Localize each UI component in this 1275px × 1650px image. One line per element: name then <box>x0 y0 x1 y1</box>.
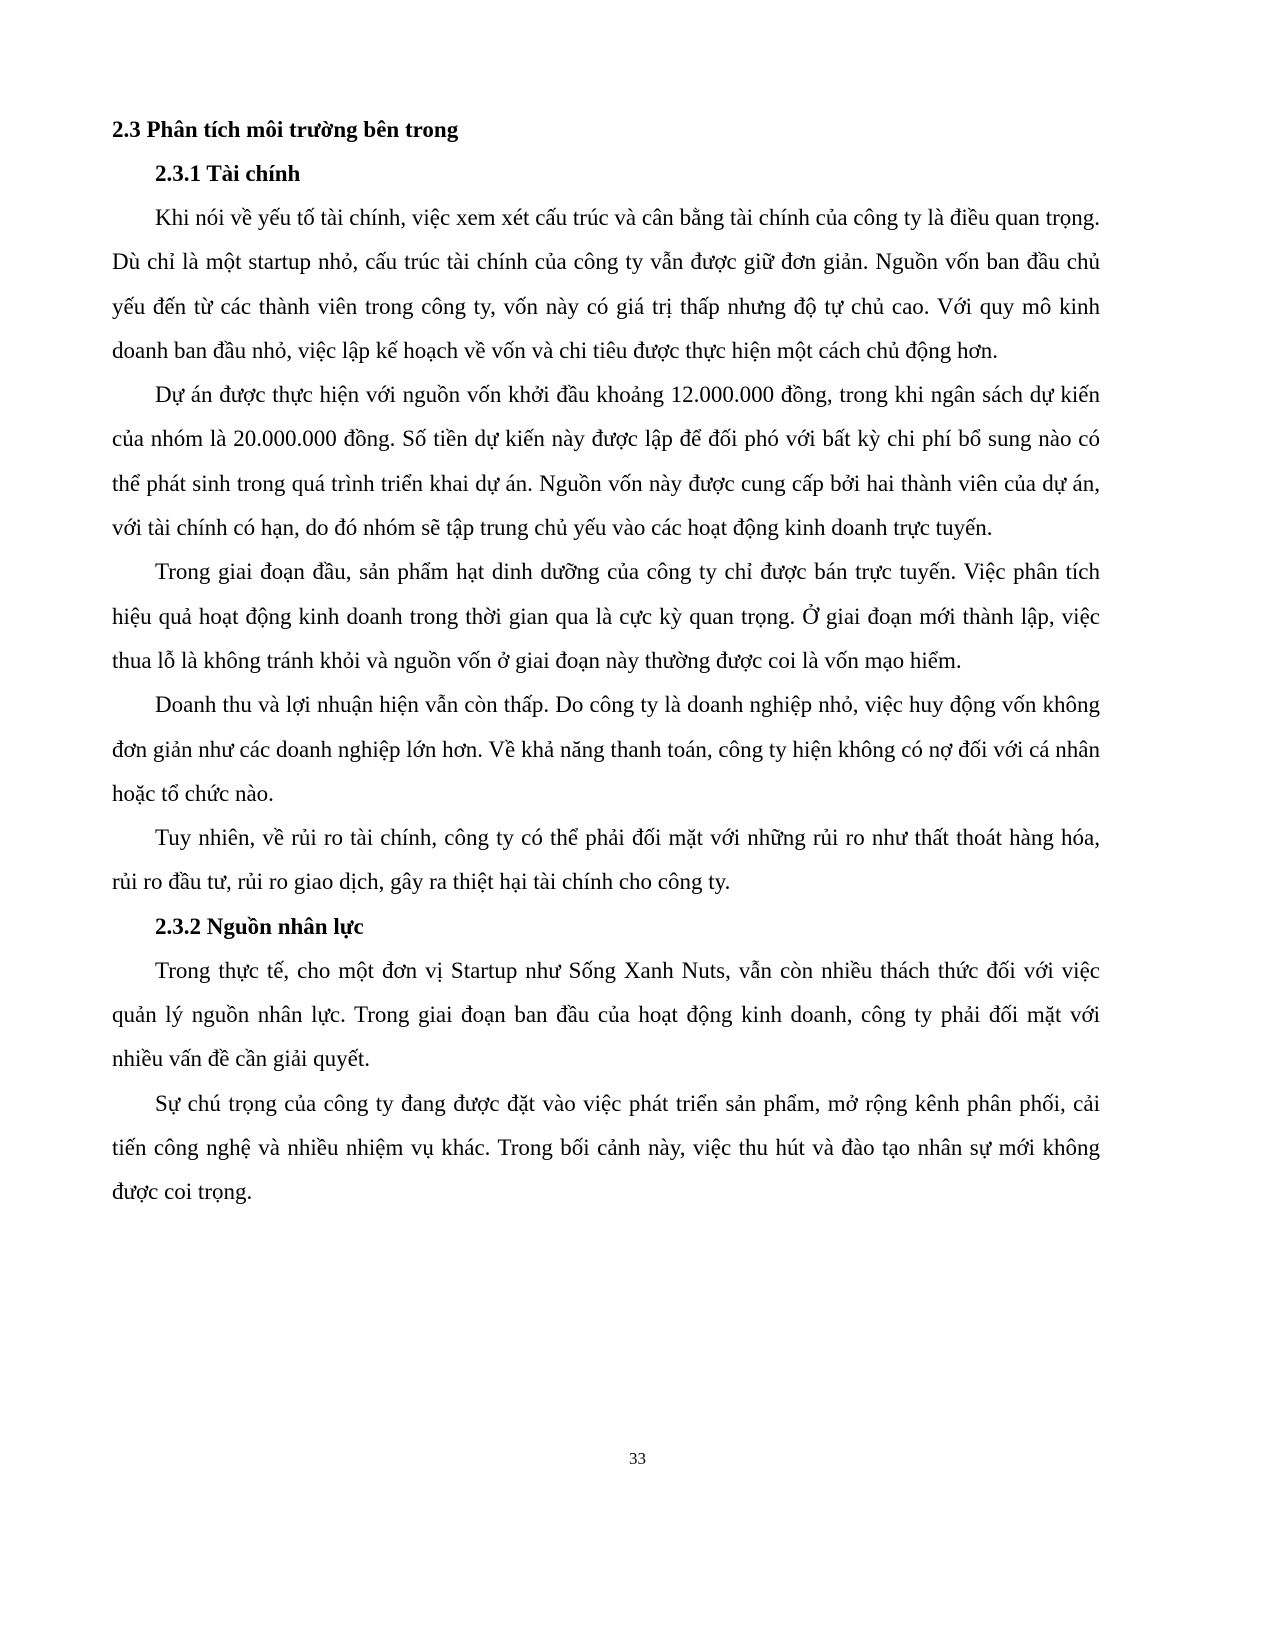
page-number: 33 <box>629 1449 646 1468</box>
document-page <box>112 108 1100 1215</box>
paragraph: Dự án được thực hiện với nguồn vốn khởi đầu khoảng 12.000.000 đồng, trong khi ngân sách dự kiến của nhóm là 20.000.000 đồng. Số tiền dự kiến này được lập để đối phó với bất kỳ chi phí bổ sung nào có thể phát sinh trong quá trình triển khai dự án. Nguồn vốn này được cung cấp bởi hai thành viên của dự án, với tài chính có hạn, do đó nhóm sẽ tập trung chủ yếu vào các hoạt động kinh doanh trực tuyến. <box>112 382 1100 541</box>
paragraph: Doanh thu và lợi nhuận hiện vẫn còn thấp. Do công ty là doanh nghiệp nhỏ, việc huy động vốn không đơn giản như các doanh nghiệp lớn hơn. Về khả năng thanh toán, công ty hiện không có nợ đối với cá nhân hoặc tổ chức nào. <box>112 692 1100 806</box>
section-heading: 2.3 Phân tích môi trường bên trong <box>112 117 459 142</box>
paragraph: Sự chú trọng của công ty đang được đặt vào việc phát triển sản phẩm, mở rộng kênh phân phối, cải tiến công nghệ và nhiều nhiệm vụ khác. Trong bối cảnh này, việc thu hút và đào tạo nhân sự mới không được coi trọng. <box>112 1090 1100 1205</box>
paragraph: Trong thực tế, cho một đơn vị Startup như Sống Xanh Nuts, vẫn còn nhiều thách thức đối với việc quản lý nguồn nhân lực. Trong giai đoạn ban đầu của hoạt động kinh doanh, công ty phải đối mặt với nhiều vấn đề cần giải quyết. <box>112 957 1100 1072</box>
subsection-heading-human-resources: 2.3.2 Nguồn nhân lực <box>155 913 364 939</box>
subsection-heading-finance: 2.3.1 Tài chính <box>155 161 301 186</box>
paragraph: Trong giai đoạn đầu, sản phẩm hạt dinh dưỡng của công ty chỉ được bán trực tuyến. Việc phân tích hiệu quả hoạt động kinh doanh trong thời gian qua là cực kỳ quan trọng. Ở giai đoạn mới thành lập, việc thua lỗ là không tránh khỏi và nguồn vốn ở giai đoạn này thường được coi là vốn mạo hiểm. <box>112 559 1100 673</box>
paragraph: Khi nói về yếu tố tài chính, việc xem xét cấu trúc và cân bằng tài chính của công ty là điều quan trọng. Dù chỉ là một startup nhỏ, cấu trúc tài chính của công ty vẫn được giữ đơn giản. Nguồn vốn ban đầu chủ yếu đến từ các thành viên trong công ty, vốn này có giá trị thấp nhưng độ tự chủ cao. Với quy mô kinh doanh ban đầu nhỏ, việc lập kế hoạch về vốn và chi tiêu được thực hiện một cách chủ động hơn. <box>112 205 1100 363</box>
paragraph: Tuy nhiên, về rủi ro tài chính, công ty có thể phải đối mặt với những rủi ro như thất thoát hàng hóa, rủi ro đầu tư, rủi ro giao dịch, gây ra thiệt hại tài chính cho công ty. <box>112 825 1100 895</box>
